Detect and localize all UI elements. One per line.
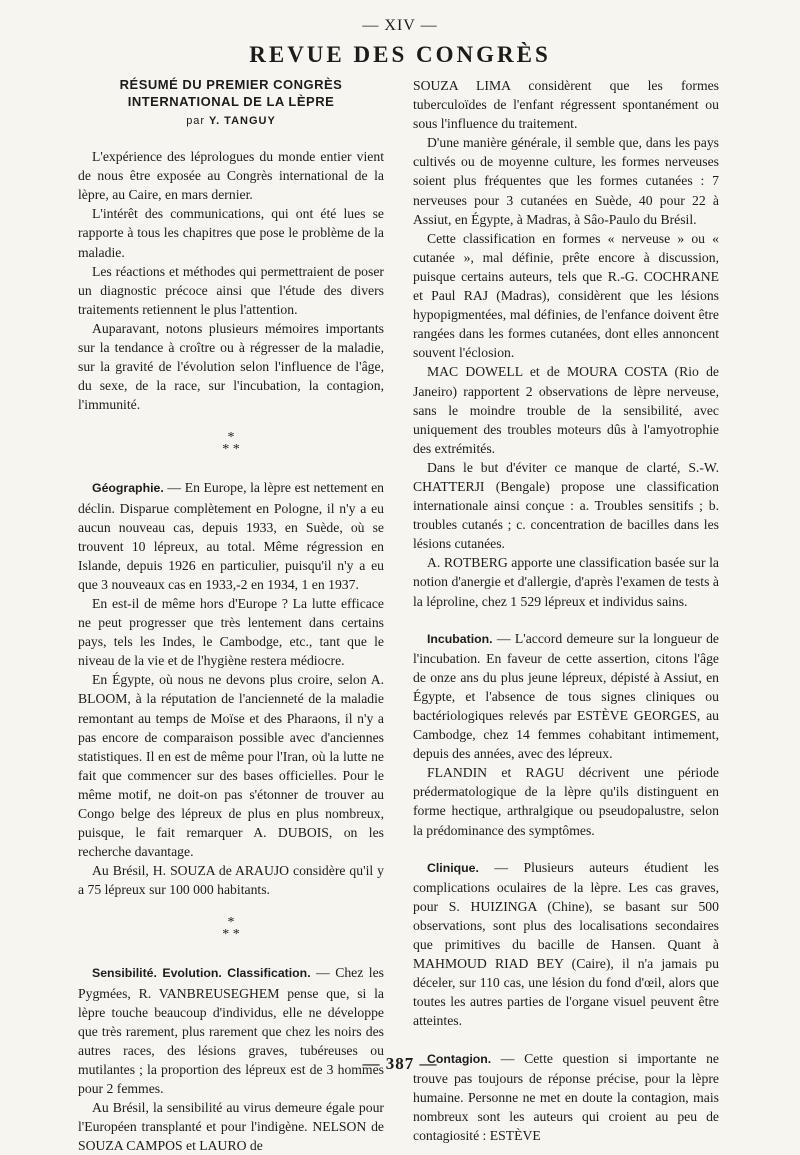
page-number-bottom: — 387 — [362, 1054, 438, 1073]
sensibility-heading: Sensibilité. Evolution. Classification. [92, 966, 311, 981]
clinic-text-1: — Plusieurs auteurs étudient les complications oculaires de la lèpre. Les cas graves, pour S. HUIZINGA (Chine), se basant sur 500 observations, sont plus des localisations secondaires que primitives du bacille de Hansen. Quant à MAHMOUD RIAD BEY (Caire), il n'a jamais pu déceler, sur 110 cas, une lésion du fond d'œil, alors que toutes les autres parties de l'organe visuel peuvent être atteintes. [413, 859, 719, 1029]
intro-paragraph-4: Auparavant, notons plusieurs mémoires importants sur la tendance à croître ou à régresser de la maladie, sur la gravité de l'évolution selon l'influence de l'âge, du sexe, de la race, sur l'incubation, la contagion, l'immunité. [78, 320, 384, 413]
clinic-paragraph-1 [413, 858, 719, 1031]
geography-paragraph-2: En est-il de même hors d'Europe ? La lutte efficace ne peut progresser que très lentement dans certains pays, tels les Indes, le Cambodge, etc., tant que le niveau de la vie et de l'hygiène restera médiocre. [78, 595, 384, 669]
section-asterism-2 [78, 917, 384, 941]
incubation-paragraph-2: FLANDIN et RAGU décrivent une période prédermatologique de la lèpre qu'ils distinguent en forme hectique, arthralgique ou pseudopalustre, selon la prédominance des symptômes. [413, 765, 719, 838]
byline-prefix: par [186, 115, 206, 127]
right-paragraph-6: A. ROTBERG apporte une classification basée sur la notion d'anergie et d'allergie, d'après l'examen de tests à la léproline, chez 1 529 lépreux et individus sains. [413, 555, 719, 609]
right-paragraph-2: D'une manière générale, il semble que, dans les pays cultivés ou de moyenne culture, les formes nerveuses soient plus fréquentes que les formes cutanées : 7 nerveuses pour 3 cutanées en Suède, 40 pour 22 à Assiut, en Égypte, à Madras, à Sâo-Paulo du Brésil. [413, 135, 719, 227]
section-gap [413, 611, 719, 629]
article-title-line-2: INTERNATIONAL DE LA LÈPRE [127, 94, 335, 109]
asterism-top: * [227, 430, 235, 446]
geography-paragraph-3: En Égypte, où nous ne devons plus croire, selon A. BLOOM, à la réputation de l'ancienneté de la maladie remontant au temps de Moïse et des Pharaons, il n'y a pas encore de comparaison possible avec d'anciennes statistiques. Il en est de même pour l'Iran, où la lutte ne fait que commencer sur des bases officielles. Pour le même motif, ne doit-on pas s'étonner de trouver au Congo belge des lépreux de plus en plus nombreux, puisque, le fait remarquer A. DUBOIS, on les recherche davantage. [78, 672, 384, 860]
right-column [413, 76, 719, 1145]
right-paragraph-1: SOUZA LIMA considèrent que les formes tuberculoïdes de l'enfant régressent spontanément ou sous l'influence du traitement. [413, 78, 719, 132]
geography-heading: Géographie. [92, 481, 164, 496]
contagion-heading: Contagion. [427, 1051, 492, 1066]
byline-author: Y. TANGUY [208, 115, 276, 127]
asterism-top: * [227, 915, 235, 931]
geography-paragraph-1 [78, 478, 384, 594]
sensibility-paragraph-1 [78, 963, 384, 1098]
asterism-bottom: * * [222, 442, 240, 458]
article-title [78, 76, 384, 110]
article-title-line-1: RÉSUMÉ DU PREMIER CONGRÈS [119, 77, 343, 92]
page-folio-top: — XIV — [362, 17, 438, 34]
contagion-text-1: — Cette question si importante ne trouve pas toujours de réponse précise, pour la lèpre humaine. Personne ne met en doute la contagion, mais nombreux sont les auteurs qui croient au peu de contagiosité : ESTÈVE [413, 1050, 719, 1143]
journal-section-title: REVUE DES CONGRÈS [249, 42, 551, 67]
intro-paragraph-3: Les réactions et méthodes qui permettraient de poser un diagnostic précoce ainsi que l'étude des divers traitements retiennent le plus l'attention. [78, 263, 384, 317]
incubation-heading: Incubation. [427, 631, 493, 646]
right-paragraph-3: Cette classification en formes « nerveuse » ou « cutanée », mal définie, prête encore à discussion, puisque certains auteurs, tels que R.-G. COCHRANE et Paul RAJ (Madras), considèrent que les lésions hypopigmentées, mal définies, de l'enfance doivent être rangées dans les formes cutanées, dont elles annoncent souvent l'éclosion. [413, 230, 719, 361]
section-gap [413, 1031, 719, 1049]
intro-paragraph-1: L'expérience des léprologues du monde entier vient de nous être exposée au Congrès international de la lèpre, au Caire, en mars dernier. [78, 149, 384, 203]
section-gap [413, 840, 719, 858]
article-byline [78, 112, 384, 131]
left-column [78, 76, 384, 1155]
geography-text-1: — En Europe, la lèpre est nettement en déclin. Disparue complètement en Pologne, il n'y a eu aucun nouveau cas, depuis 1933, en Suède, où se trouvent 10 lépreux, au total. Même régression en Islande, depuis 1926 en particulier, puisqu'il n'y a eu que 3 nouveaux cas en 1933,-2 en 1934, 1 en 1937. [78, 480, 384, 592]
section-asterism-1 [78, 432, 384, 456]
geography-paragraph-4: Au Brésil, H. SOUZA de ARAUJO considère qu'il y a 75 lépreux sur 100 000 habitants. [78, 863, 384, 898]
right-paragraph-5: Dans le but d'éviter ce manque de clarté, S.-W. CHATTERJI (Bengale) propose une classification internationale ainsi conçue : a. Troubles sensitifs ; b. troubles cutanés ; c. concentration de bacilles dans les lésions cutanées. [413, 459, 719, 552]
clinic-heading: Clinique. [427, 860, 479, 875]
incubation-text-1: — L'accord demeure sur la longueur de l'incubation. En faveur de cette assertion, citons l'âge de onze ans du plus jeune lépreux, dépisté à Assiut, en Égypte, et l'absence de tous signes cliniques ou bactériologiques relevés par ESTÈVE GEORGES, au Cambodge, chez 14 femmes cohabitant intimement, depuis des années, avec des lépreux. [413, 630, 719, 762]
right-paragraph-4: MAC DOWELL et de MOURA COSTA (Rio de Janeiro) rapportent 2 observations de lèpre nerveuse, sans le moindre trouble de la sensibilité, avec uniquement des troubles moteurs dûs à l'amyotrophie des extrémités. [413, 364, 719, 456]
sensibility-paragraph-2: Au Brésil, la sensibilité au virus demeure égale pour l'Européen transplanté et pour l'indigène. NELSON de SOUZA CAMPOS et LAURO de [78, 1100, 384, 1154]
asterism-bottom: * * [222, 927, 240, 943]
incubation-paragraph-1 [413, 629, 719, 764]
intro-paragraph-2: L'intérêt des communications, qui ont été lues se rapporte à tous les chapitres que pose le problème de la maladie. [78, 206, 384, 260]
sensibility-text-1: — Chez les Pygmées, R. VANBREUSEGHEM pense que, si la lèpre touche beaucoup d'individus, elle ne développe que très rarement, plus rarement que chez les noirs des autres races, des lésions graves, tubéreuses ou mutilantes ; la proportion des lépreux est de 3 hommes pour 2 femmes. [78, 965, 384, 1097]
